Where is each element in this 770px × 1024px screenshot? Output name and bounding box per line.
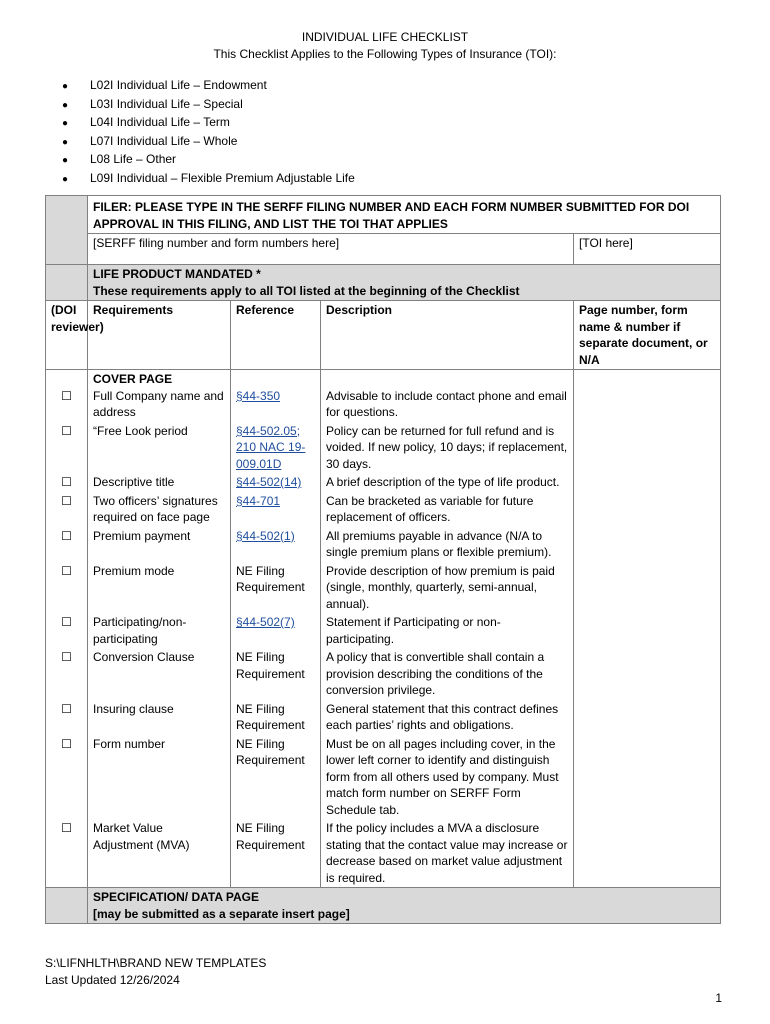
requirement-cell: Form number bbox=[88, 735, 231, 820]
bullet-icon: ● bbox=[62, 173, 69, 185]
filer-row bbox=[46, 196, 721, 234]
page-cell[interactable] bbox=[574, 613, 721, 648]
description-cell: Must be on all pages including cover, in the lower left corner to identify and distinguish form from all others used by company. Must match form number on SERFF Form Schedule tab. bbox=[321, 735, 574, 820]
requirement-cell: Conversion Clause bbox=[88, 648, 231, 700]
spec-spacer bbox=[46, 888, 88, 924]
statute-link[interactable]: §44-502(7) bbox=[236, 615, 295, 629]
filer-instruction: FILER: PLEASE TYPE IN THE SERFF FILING NUMBER AND EACH FORM NUMBER SUBMITTED FOR DOI APPROVAL IN THIS FILING, AND LIST THE TOI THAT APPLIES bbox=[88, 196, 721, 234]
table-row bbox=[46, 492, 721, 527]
document-subtitle: This Checklist Applies to the Following Types of Insurance (TOI): bbox=[213, 47, 557, 61]
checkbox[interactable]: ☐ bbox=[46, 700, 88, 735]
table-row bbox=[46, 562, 721, 614]
requirement-cell: Premium mode bbox=[88, 562, 231, 614]
page-cell[interactable] bbox=[574, 735, 721, 820]
toi-item: ● L08 Life – Other bbox=[62, 150, 355, 169]
col-reference: Reference bbox=[231, 301, 321, 370]
toi-item: ● L09I Individual – Flexible Premium Adjustable Life bbox=[62, 169, 355, 188]
description-cell: Policy can be returned for full refund and is voided. If new policy, 10 days; if replacement, 30 days. bbox=[321, 422, 574, 474]
requirement-cell: Two officers’ signatures required on face page bbox=[88, 492, 231, 527]
reference-cell bbox=[231, 527, 321, 562]
page-cell[interactable] bbox=[574, 492, 721, 527]
table-row bbox=[46, 700, 721, 735]
cover-page-label: COVER PAGE bbox=[93, 372, 173, 386]
statute-link[interactable]: §44-701 bbox=[236, 493, 281, 508]
spec-page-row bbox=[46, 888, 721, 924]
checkbox[interactable]: ☐ bbox=[46, 613, 88, 648]
table-row bbox=[46, 735, 721, 820]
reference-cell bbox=[231, 473, 321, 492]
filer-spacer bbox=[46, 196, 88, 265]
page-cell[interactable] bbox=[574, 562, 721, 614]
requirement-cell: COVER PAGE Full Company name and address bbox=[88, 370, 231, 422]
checkbox[interactable]: ☐ bbox=[46, 527, 88, 562]
page-cell[interactable] bbox=[574, 648, 721, 700]
table-row bbox=[46, 613, 721, 648]
page-cell[interactable] bbox=[574, 527, 721, 562]
table-row bbox=[46, 648, 721, 700]
bullet-icon: ● bbox=[62, 118, 69, 130]
requirement-cell: Participating/non-participating bbox=[88, 613, 231, 648]
spec-note: [may be submitted as a separate insert page] bbox=[93, 906, 350, 921]
reference-cell bbox=[231, 422, 321, 474]
table-row bbox=[46, 819, 721, 888]
cover-page-row bbox=[46, 370, 721, 422]
reference-cell: NE Filing Requirement bbox=[231, 735, 321, 820]
reference-cell: NE Filing Requirement bbox=[231, 562, 321, 614]
spec-title: SPECIFICATION/ DATA PAGE bbox=[93, 890, 260, 904]
description-cell: General statement that this contract defines each parties’ rights and obligations. bbox=[321, 700, 574, 735]
page-cell[interactable] bbox=[574, 819, 721, 888]
spec-header bbox=[88, 888, 721, 924]
checkbox[interactable]: ☐ bbox=[46, 819, 88, 888]
toi-list bbox=[62, 76, 355, 188]
statute-link[interactable]: §44-502(14) bbox=[236, 475, 302, 489]
toi-item: ● L03I Individual Life – Special bbox=[62, 95, 355, 114]
col-requirements: Requirements bbox=[88, 301, 231, 370]
reference-cell bbox=[231, 492, 321, 527]
bullet-icon: ● bbox=[62, 81, 69, 92]
col-reviewer: (DOI reviewer) bbox=[46, 301, 88, 370]
description-cell: A policy that is convertible shall contain a provision describing the conditions of the conversion privilege. bbox=[321, 648, 574, 700]
col-description: Description bbox=[321, 301, 574, 370]
page-cell[interactable] bbox=[574, 473, 721, 492]
mandated-spacer bbox=[46, 265, 88, 301]
bullet-icon: ● bbox=[62, 99, 69, 111]
checkbox[interactable]: ☐ bbox=[46, 735, 88, 820]
checkbox[interactable]: ☐ bbox=[46, 492, 88, 527]
description-cell: Statement if Participating or non-participating. bbox=[321, 613, 574, 648]
description-cell: Can be bracketed as variable for future replacement of officers. bbox=[321, 492, 574, 527]
mandated-note: These requirements apply to all TOI listed at the beginning of the Checklist bbox=[93, 283, 520, 298]
checkbox[interactable]: ☐ bbox=[46, 473, 88, 492]
checkbox[interactable]: ☐ bbox=[46, 422, 88, 474]
toi-item: ● L07I Individual Life – Whole bbox=[62, 132, 355, 151]
toi-item: ● L02I Individual Life – Endowment bbox=[62, 76, 355, 95]
description-cell: Provide description of how premium is paid (single, monthly, quarterly, semi-annual, annual). bbox=[321, 562, 574, 614]
requirement-cell: Insuring clause bbox=[88, 700, 231, 735]
bullet-icon: ● bbox=[62, 136, 69, 148]
page-number: 1 bbox=[715, 991, 722, 1005]
checklist-table bbox=[45, 195, 721, 924]
description-cell: A brief description of the type of life product. bbox=[321, 473, 574, 492]
description-cell: If the policy includes a MVA a disclosure stating that the contact value may increase or decrease based on market value adjustment is required. bbox=[321, 819, 574, 888]
reference-cell bbox=[231, 370, 321, 422]
requirement-cell: Market Value Adjustment (MVA) bbox=[88, 819, 231, 888]
requirement-cell: “Free Look period bbox=[88, 422, 231, 474]
checkbox[interactable]: ☐ bbox=[46, 648, 88, 700]
page-cell[interactable] bbox=[574, 370, 721, 422]
statute-link[interactable]: §44-350 bbox=[236, 388, 281, 403]
document-title: INDIVIDUAL LIFE CHECKLIST bbox=[301, 30, 469, 44]
reference-cell bbox=[231, 613, 321, 648]
footer-updated: Last Updated 12/26/2024 bbox=[45, 973, 180, 987]
toi-field[interactable]: [TOI here] bbox=[574, 234, 721, 265]
table-row bbox=[46, 422, 721, 474]
column-header-row bbox=[46, 301, 721, 370]
requirement-cell: Premium payment bbox=[88, 527, 231, 562]
reference-cell: NE Filing Requirement bbox=[231, 819, 321, 888]
mandated-row bbox=[46, 265, 721, 301]
requirement-cell: Descriptive title bbox=[88, 473, 231, 492]
serff-numbers-field[interactable]: [SERFF filing number and form numbers here] bbox=[88, 234, 574, 265]
statute-link[interactable]: §44-502(1) bbox=[236, 528, 295, 543]
footer-path: S:\LIFNHLTH\BRAND NEW TEMPLATES bbox=[45, 956, 267, 970]
statute-link[interactable]: §44-502.05; 210 NAC 19-009.01D bbox=[236, 423, 306, 471]
mandated-header bbox=[88, 265, 721, 301]
checkbox[interactable]: ☐ bbox=[46, 562, 88, 614]
description-cell: All premiums payable in advance (N/A to single premium plans or flexible premium). bbox=[321, 527, 574, 562]
page-cell[interactable] bbox=[574, 422, 721, 474]
col-page: Page number, form name & number if separate document, or N/A bbox=[574, 301, 721, 370]
table-row bbox=[46, 527, 721, 562]
page-cell[interactable] bbox=[574, 700, 721, 735]
description-cell: Advisable to include contact phone and email for questions. bbox=[321, 370, 574, 422]
reference-cell: NE Filing Requirement bbox=[231, 648, 321, 700]
table-row bbox=[46, 473, 721, 492]
toi-item: ● L04I Individual Life – Term bbox=[62, 113, 355, 132]
bullet-icon: ● bbox=[62, 155, 69, 167]
filer-input-row bbox=[46, 234, 721, 265]
checkbox[interactable]: ☐ bbox=[46, 370, 88, 422]
footer bbox=[45, 955, 266, 989]
reference-cell: NE Filing Requirement bbox=[231, 700, 321, 735]
mandated-title: LIFE PRODUCT MANDATED * bbox=[93, 267, 261, 281]
